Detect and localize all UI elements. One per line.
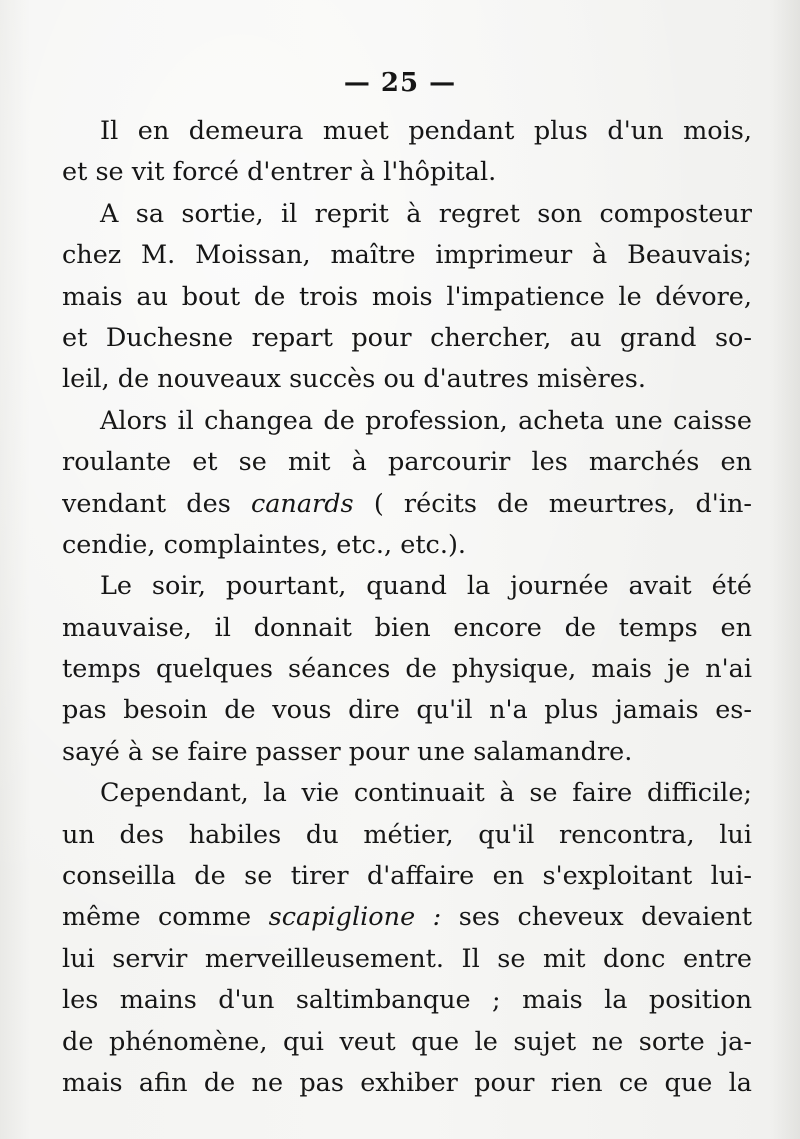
text-line: leil, de nouveaux succès ou d'autres misères. xyxy=(62,364,646,395)
text-line: mauvaise, il donnait bien encore de temps en xyxy=(62,612,752,643)
page-number: — 25 — xyxy=(343,68,457,98)
italic-word: canards xyxy=(250,488,354,519)
text-line: mais afin de ne pas exhiber pour rien ce que la xyxy=(62,1067,752,1098)
text-line xyxy=(62,897,752,938)
text-line: lui servir merveilleusement. Il se mit donc entre xyxy=(62,943,752,974)
text-line: Alors il changea de profession, acheta une caisse xyxy=(100,405,752,436)
text-line: et Duchesne repart pour chercher, au grand so- xyxy=(62,322,752,353)
text-line: de phénomène, qui veut que le sujet ne sorte ja- xyxy=(62,1026,752,1057)
italic-word: scapiglione : xyxy=(268,902,442,933)
text-line: sayé à se faire passer pour une salamandre. xyxy=(62,736,633,767)
text-line: cendie, complaintes, etc., etc.). xyxy=(62,529,467,560)
text-line: A sa sortie, il reprit à regret son composteur xyxy=(100,198,752,229)
text-segment: même comme xyxy=(62,902,269,933)
text-line: pas besoin de vous dire qu'il n'a plus jamais es- xyxy=(62,695,752,726)
body-text xyxy=(62,111,752,1104)
text-line: et se vit forcé d'entrer à l'hôpital. xyxy=(62,157,497,188)
text-line: conseilla de se tirer d'affaire en s'exploitant lui- xyxy=(62,861,752,892)
text-line xyxy=(62,484,752,525)
text-line: mais au bout de trois mois l'impatience le dévore, xyxy=(62,281,752,312)
text-line: Cependant, la vie continuait à se faire difficile; xyxy=(100,778,752,809)
text-segment: ses cheveux devaient xyxy=(441,902,752,933)
text-line: temps quelques séances de physique, mais je n'ai xyxy=(62,654,752,685)
text-line: roulante et se mit à parcourir les marchés en xyxy=(62,447,752,478)
text-segment: ( récits de meurtres, d'in- xyxy=(353,488,752,519)
text-line: Le soir, pourtant, quand la journée avait été xyxy=(100,571,752,602)
text-line: un des habiles du métier, qu'il rencontra, lui xyxy=(62,819,752,850)
text-segment: vendant des xyxy=(62,488,251,519)
text-line: chez M. Moissan, maître imprimeur à Beauvais; xyxy=(62,240,752,271)
text-line: les mains d'un saltimbanque ; mais la position xyxy=(62,985,752,1016)
text-line: Il en demeura muet pendant plus d'un mois, xyxy=(100,116,752,146)
